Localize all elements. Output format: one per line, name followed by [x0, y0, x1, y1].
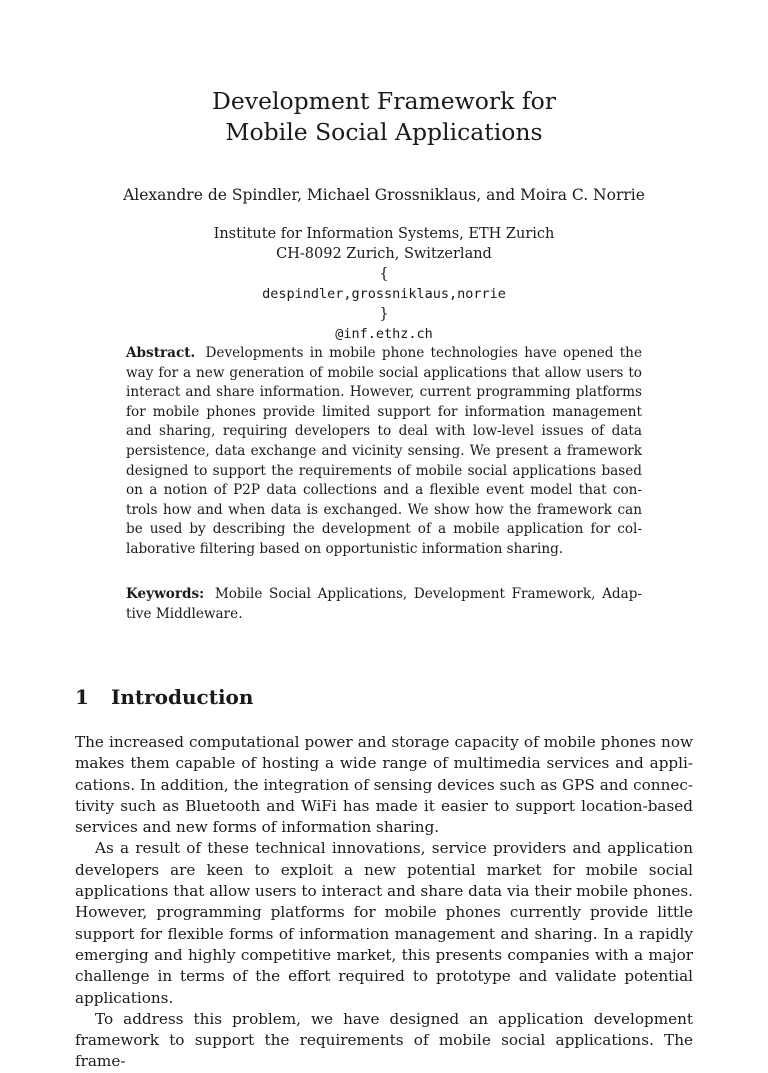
paper-title [0, 86, 768, 148]
body-paragraph: The increased computational power and storage capacity of mobile phones now makes them capable of hosting a wide range of multimedia services and applications. In addition, the integration of sensing devices such as GPS and connectivity such as Bluetooth and WiFi has made it easier to support location-based services and new forms of information sharing. [75, 733, 693, 837]
body-paragraph: To address this problem, we have designed an application development framework to support the requirements of mobile social applications. The frame- [75, 1009, 693, 1071]
affiliation-block [0, 224, 768, 344]
affiliation-address: CH-8092 Zurich, Switzerland [276, 246, 492, 262]
introduction-body [75, 732, 693, 1073]
email-domain: @inf.ethz.ch [335, 326, 433, 342]
email-open-brace: { [379, 266, 389, 282]
abstract-label: Abstract. [126, 345, 196, 361]
title-line-2: Mobile Social Applications [225, 118, 543, 146]
author-list: Alexandre de Spindler, Michael Grossniklaus, and Moira C. Norrie [123, 186, 645, 204]
keywords-paragraph [126, 584, 642, 624]
abstract-text: Developments in mobile phone technologies have opened the way for a new generation of mobile social applications that allow users to interact and share information. However, current programming platforms for mobile phones provide limited support for information management and sharing, requiring developers to deal with low-level issues of data persistence, data exchange and vicinity sensing. We present a framework designed to support the requirements of mobile social applications based on a notion of P2P data collections and a flexible event model that controls how and when data is exchanged. We show how the framework can be used by describing the development of a mobile application for collaborative filtering based on opportunistic information sharing. [126, 345, 642, 557]
section-title: Introduction [111, 685, 254, 709]
affiliation-institute: Institute for Information Systems, ETH Zurich [213, 226, 555, 242]
keywords-text: Mobile Social Applications, Development Framework, Adaptive Middleware. [126, 586, 643, 622]
keywords-label: Keywords: [126, 586, 205, 602]
author-emails [0, 264, 768, 344]
email-names: despindler,grossniklaus,norrie [262, 286, 506, 302]
title-line-1: Development Framework for [212, 87, 556, 115]
body-paragraph: As a result of these technical innovations, service providers and application developers are keen to exploit a new potential market for mobile social applications that allow users to interact and share data via their mobile phones. However, programming platforms for mobile phones currently provide little support for flexible forms of information management and sharing. In a rapidly emerging and highly competitive market, this presents companies with a major challenge in terms of the effort required to prototype and validate potential applications. [75, 839, 693, 1007]
email-close-brace: } [379, 306, 389, 322]
section-number: 1 [75, 685, 89, 709]
section-heading-introduction [75, 684, 253, 710]
abstract-paragraph [126, 344, 642, 560]
